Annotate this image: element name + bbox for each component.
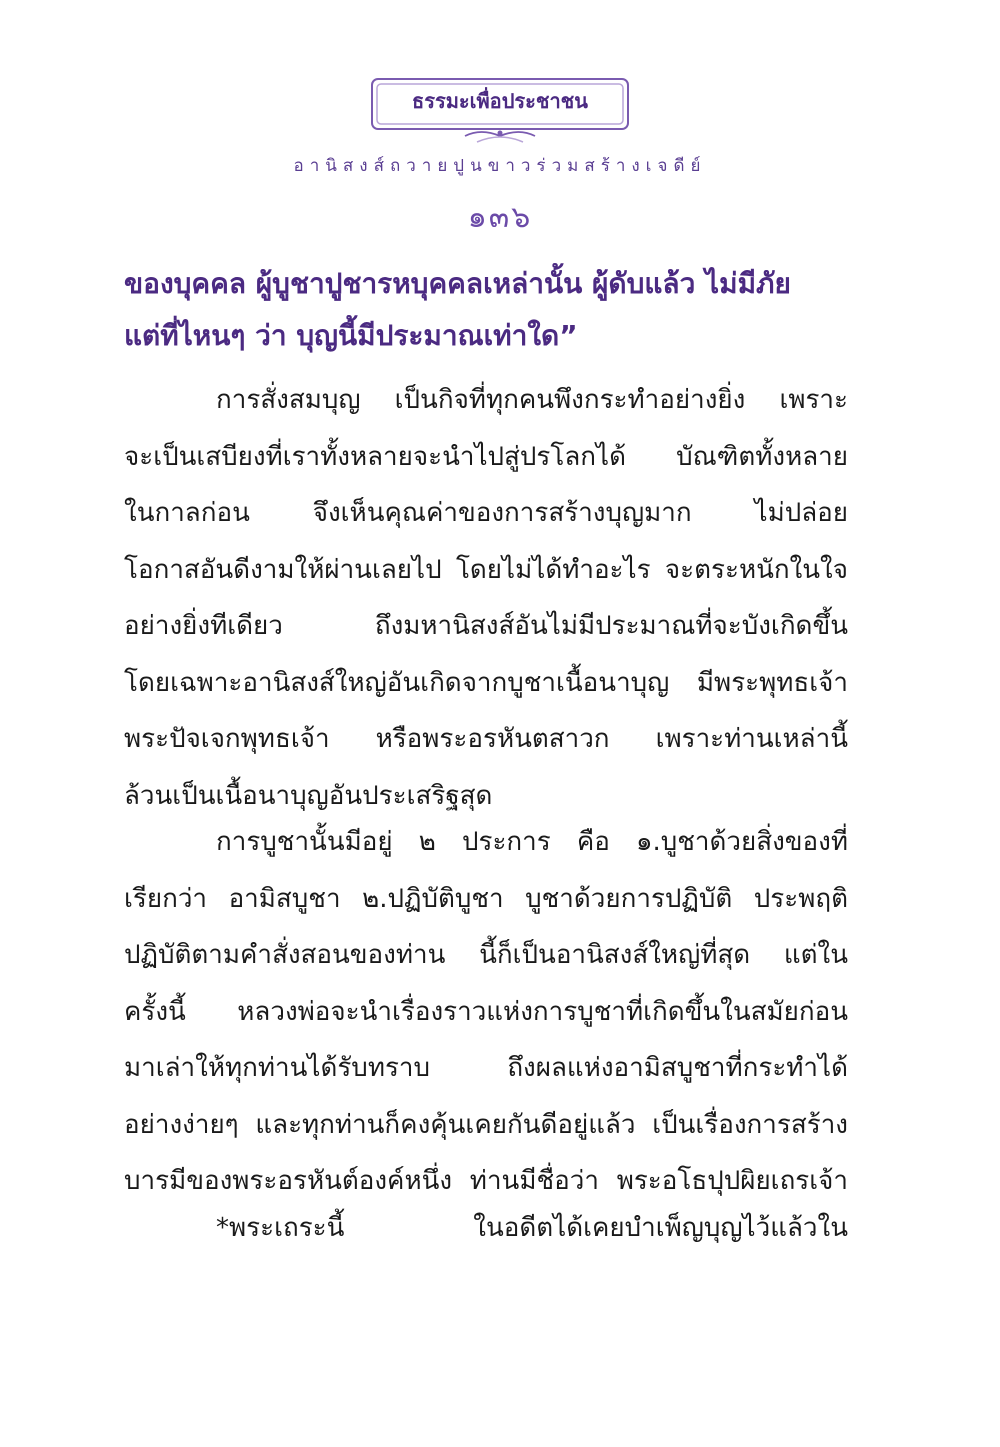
running-header: อานิสงส์ถวายปูนขาวร่วมสร้างเจดีย์ [293,156,707,176]
paragraph-line: ปฏิบัติตามคำสั่งสอนของท่าน นี้ก็เป็นอานิสงส์ใหญ่ที่สุด แต่ใน [124,940,848,970]
paragraph-line: *พระเถระนี้ ในอดีตได้เคยบำเพ็ญบุญไว้แล้วใน [216,1213,848,1243]
heading-line: แต่ที่ไหนๆ ว่า บุญนี้มีประมาณเท่าใด” [124,319,578,352]
logo-text: ธรรมะเพื่อประชาชน [412,89,588,113]
heading-line: ของบุคคล ผู้บูชาปูชารหบุคคลเหล่านั้น ผู้ดับแล้ว ไม่มีภัย [124,267,791,300]
page-number: ๑๓๖ [467,200,533,235]
paragraph-line: โอกาสอันดีงามให้ผ่านเลยไป โดยไม่ได้ทำอะไร จะตระหนักในใจ [124,554,848,585]
quote-heading [124,258,848,362]
paragraph-line: ในกาลก่อน จึงเห็นคุณค่าของการสร้างบุญมาก ไม่ปล่อย [124,498,848,528]
paragraph-1 [124,372,848,824]
paragraph-line: อย่างง่ายๆ และทุกท่านก็คงคุ้นเคยกันดีอยู่แล้ว เป็นเรื่องการสร้าง [124,1109,848,1140]
paragraph-3 [124,1200,848,1257]
logo [369,76,631,148]
paragraph-line: ล้วนเป็นเนื้อนาบุญอันประเสริฐสุด [124,780,493,811]
paragraph-line: ครั้งนี้ หลวงพ่อจะนำเรื่องราวแห่งการบูชาที่เกิดขึ้นในสมัยก่อน [124,996,848,1027]
paragraph-line: โดยเฉพาะอานิสงส์ใหญ่อันเกิดจากบูชาเนื้อนาบุญ มีพระพุทธเจ้า [124,667,848,698]
paragraph-line: การบูชานั้นมีอยู่ ๒ ประการ คือ ๑.บูชาด้วยสิ่งของที่ [216,827,848,857]
paragraph-line: เรียกว่า อามิสบูชา ๒.ปฏิบัติบูชา บูชาด้วยการปฏิบัติ ประพฤติ [124,883,848,914]
paragraph-line: จะเป็นเสบียงที่เราทั้งหลายจะนำไปสู่ปรโลกได้ บัณฑิตทั้งหลาย [124,441,848,472]
paragraph-line: การสั่งสมบุญ เป็นกิจที่ทุกคนพึงกระทำอย่างยิ่ง เพราะ [216,385,848,415]
paragraph-line: มาเล่าให้ทุกท่านได้รับทราบ ถึงผลแห่งอามิสบูชาที่กระทำได้ [124,1053,848,1083]
paragraph-2 [124,814,848,1210]
paragraph-line: พระปัจเจกพุทธเจ้า หรือพระอรหันตสาวก เพราะท่านเหล่านี้ [124,724,848,754]
paragraph-line: บารมีของพระอรหันต์องค์หนึ่ง ท่านมีชื่อว่า พระอโธปุปผิยเถรเจ้า [124,1166,848,1196]
paragraph-line: อย่างยิ่งทีเดียว ถึงมหานิสงส์อันไม่มีประมาณที่จะบังเกิดขึ้น [124,611,848,641]
